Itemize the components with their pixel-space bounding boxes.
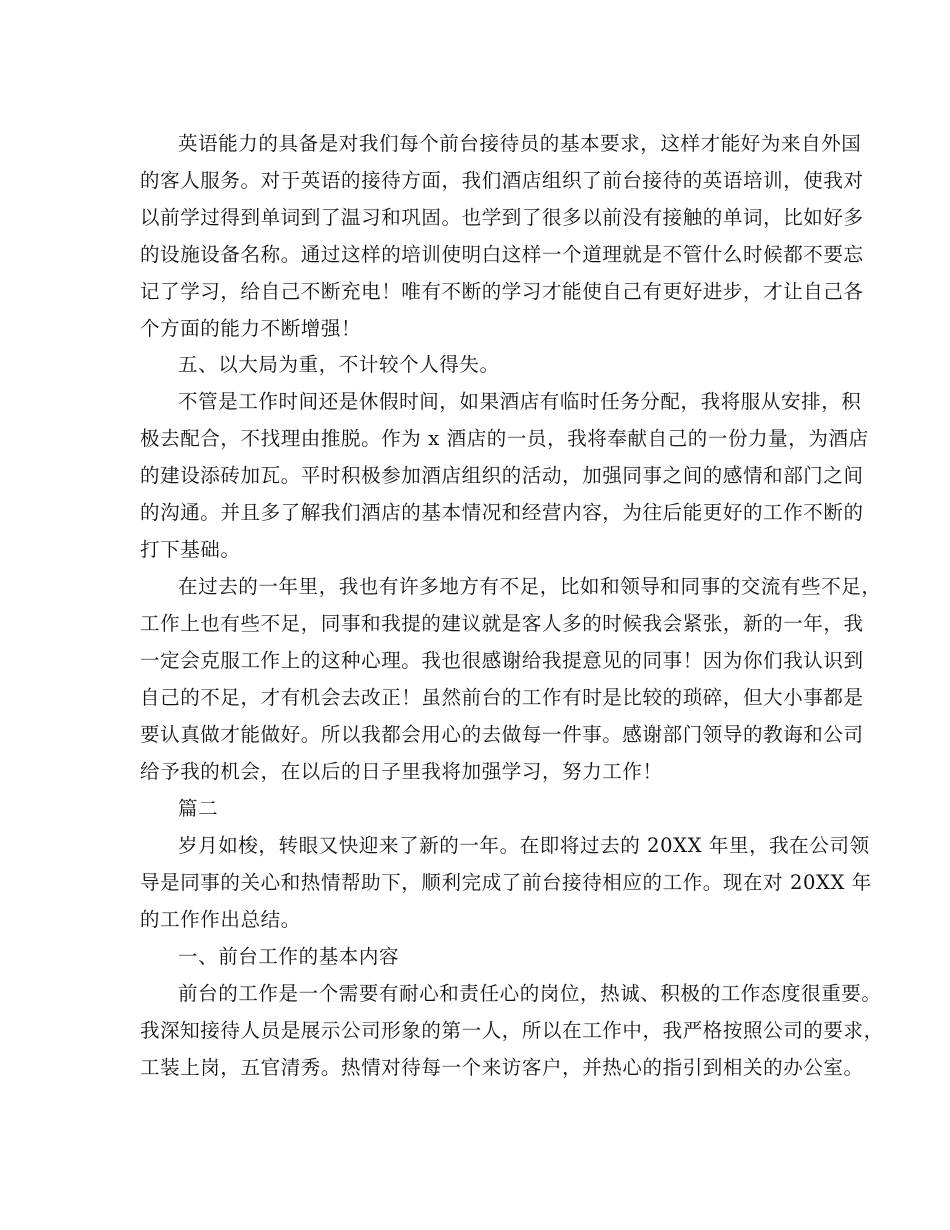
text-line: 的客人服务。对于英语的接待方面，我们酒店组织了前台接待的英语培训，使我对 <box>140 169 864 192</box>
text-line: 不管是工作时间还是休假时间，如果酒店有临时任务分配，我将服从安排，积 <box>178 390 862 413</box>
text-line: 以前学过得到单词到了温习和巩固。也学到了很多以前没有接触的单词，比如好多 <box>140 206 864 229</box>
text-line: 前台的工作是一个需要有耐心和责任心的岗位，热诚、积极的工作态度很重要。 <box>178 982 882 1005</box>
text-line: 一定会克服工作上的这种心理。我也很感谢给我提意见的同事！因为你们我认识到 <box>140 649 864 672</box>
text-line: 导是同事的关心和热情帮助下，顺利完成了前台接待相应的工作。现在对 20XX 年 <box>140 871 872 894</box>
text-line: 打下基础。 <box>140 538 241 561</box>
text-line: 给予我的机会，在以后的日子里我将加强学习，努力工作！ <box>140 760 663 783</box>
text-line: 的设施设备名称。通过这样的培训使明白这样一个道理就是不管什么时候都不要忘 <box>140 243 864 266</box>
text-line: 极去配合，不找理由推脱。作为 x 酒店的一员，我将奉献自己的一份力量，为酒店 <box>140 427 869 450</box>
text-line: 自己的不足，才有机会去改正！虽然前台的工作有时是比较的琐碎，但大小事都是 <box>140 686 864 709</box>
text-line: 在过去的一年里，我也有许多地方有不足，比如和领导和同事的交流有些不足， <box>178 575 882 598</box>
text-line: 岁月如梭，转眼又快迎来了新的一年。在即将过去的 20XX 年里，我在公司领 <box>178 834 870 857</box>
text-line: 的沟通。并且多了解我们酒店的基本情况和经营内容，为往后能更好的工作不断的 <box>140 501 864 524</box>
text-line: 的建设添砖加瓦。平时积极参加酒店组织的活动，加强同事之间的感情和部门之间 <box>140 464 864 487</box>
text-line: 记了学习，给自己不断充电！唯有不断的学习才能使自己有更好进步，才让自己各 <box>140 280 864 303</box>
section-heading: 五、以大局为重，不计较个人得失。 <box>178 353 500 376</box>
text-line: 要认真做才能做好。所以我都会用心的去做每一件事。感谢部门领导的教诲和公司 <box>140 723 864 746</box>
text-line: 的工作作出总结。 <box>140 908 301 931</box>
text-line: 英语能力的具备是对我们每个前台接待员的基本要求，这样才能好为来自外国 <box>178 132 862 155</box>
text-line: 工作上也有些不足，同事和我提的建议就是客人多的时候我会紧张，新的一年，我 <box>140 612 864 635</box>
text-line: 工装上岗，五官清秀。热情对待每一个来访客户，并热心的指引到相关的办公室。 <box>140 1056 864 1079</box>
text-line: 个方面的能力不断增强！ <box>140 317 362 340</box>
section-heading: 篇二 <box>178 797 219 820</box>
section-heading: 一、前台工作的基本内容 <box>178 945 400 968</box>
text-line: 我深知接待人员是展示公司形象的第一人，所以在工作中，我严格按照公司的要求， <box>140 1019 884 1042</box>
